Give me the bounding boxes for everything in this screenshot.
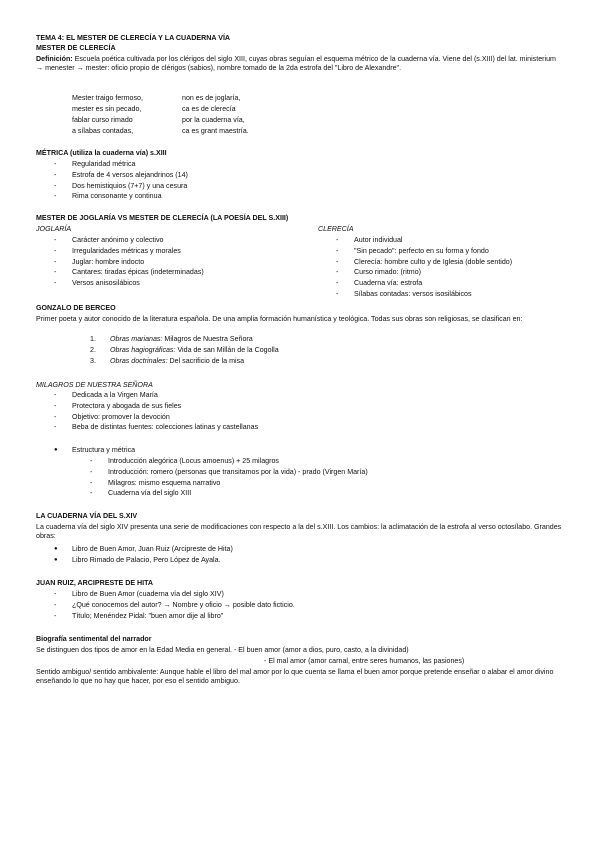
list-item: - Autor individual — [318, 236, 564, 247]
definition-label: Definición: — [36, 55, 73, 63]
section-heading-milagros: MILAGROS DE NUESTRA SEÑORA — [36, 381, 153, 389]
list-item: ● Libro Rimado de Palacio, Pero López de Ayala. — [36, 556, 564, 567]
list-item: - Juglar: hombre indocto — [36, 258, 306, 269]
list-item: ● Libro de Buen Amor, Juan Ruiz (Arcipreste de Hita) — [36, 545, 564, 556]
list-item: - "Sin pecado": perfecto en su forma y fondo — [318, 247, 564, 258]
list-item: - Carácter anónimo y colectivo — [36, 236, 306, 247]
section-heading-cuaderna: LA CUADERNA VÍA DEL S.XIV — [36, 512, 138, 520]
structure-sublist — [36, 457, 564, 500]
document-title: TEMA 4: EL MESTER DE CLERECÍA Y LA CUADERNA VÍA — [36, 34, 231, 42]
list-item: - Curso rimado: (ritmo) — [318, 268, 564, 279]
list-item: - Milagros: mismo esquema narrativo — [36, 479, 564, 490]
section-heading-mester-clerecia: MESTER DE CLERECÍA — [36, 44, 116, 52]
bio-line-1: Se distinguen dos tipos de amor en la Edad Media en general. - El buen amor (amor a dios, puro, casto, a la divinidad) — [36, 646, 409, 654]
list-item: - Beba de distintas fuentes: colecciones latinas y castellanas — [36, 423, 564, 434]
list-item: - Dedicada a la Virgen María — [36, 391, 564, 402]
bio-paragraph: Sentido ambiguo/ sentido ambivalente: Aunque hable el libro del mal amor por lo que cuenta se llama el buen amor porque pretende enseñar o alabar el amor divino enseñando lo que no hay que hacer, por eso el sentido ambiguo. — [36, 668, 554, 685]
list-item: 1. Obras marianas: Milagros de Nuestra Señora — [90, 335, 253, 343]
definition-text: Escuela poética cultivada por los clérigos del siglo XIII, cuyas obras seguían el esquema métrico de la cuaderna vía. Viene del (s.XIII) del lat. ministerium → menester → mester: oficio propio de clérigos (sabios), nombre tomado de la 2da estrofa del "Libro de Alexandre". — [36, 55, 556, 72]
verse-quote — [72, 94, 249, 138]
list-item: - Rima consonante y continua — [36, 192, 564, 203]
list-item: - ¿Qué conocemos del autor? → Nombre y oficio → posible dato ficticio. — [36, 601, 564, 612]
list-item: - Cuaderna vía del siglo XIII — [36, 489, 564, 500]
verse-line: Mester traigo fermoso, non es de joglaría, — [72, 94, 241, 102]
section-heading-metrica: MÉTRICA (utiliza la cuaderna vía) s.XIII — [36, 149, 167, 157]
list-item: 3. Obras doctrinales: Del sacrificio de la misa — [90, 357, 245, 365]
milagros-list — [36, 391, 564, 434]
verse-line: fablar curso rimado por la cuaderna vía, — [72, 116, 245, 124]
list-item: - Estrofa de 4 versos alejandrinos (14) — [36, 171, 564, 182]
list-item: - Introducción alegórica (Locus amoenus) + 25 milagros — [36, 457, 564, 468]
section-heading-versus: MESTER DE JOGLARÍA VS MESTER DE CLERECÍA (LA POESÍA DEL S.XIII) — [36, 214, 289, 222]
section-heading-bio: Biografía sentimental del narrador — [36, 635, 152, 643]
list-item: - Título; Menéndez Pidal: "buen amor dije al libro" — [36, 612, 564, 623]
list-item: 2. Obras hagiográficas: Vida de san Millán de la Cogolla — [90, 346, 279, 354]
list-item: - Versos anisosilábicos — [36, 279, 306, 290]
list-item: - Dos hemistiquios (7+7) y una cesura — [36, 182, 564, 193]
metrica-list — [36, 160, 564, 203]
berceo-works-list — [36, 335, 564, 368]
list-item: - Protectora y abogada de sus fieles — [36, 402, 564, 413]
list-item: ● Estructura y métrica — [36, 446, 564, 457]
list-item: - Clerecía: hombre culto y de Iglesia (doble sentido) — [318, 258, 564, 269]
verse-line: mester es sin pecado, ca es de clerecía — [72, 105, 236, 113]
list-item: - Cantares: tiradas épicas (indeterminadas) — [36, 268, 306, 279]
definition-paragraph — [36, 55, 564, 73]
joglaria-list — [36, 236, 306, 290]
cuaderna-works-list — [36, 545, 564, 567]
section-heading-berceo: GONZALO DE BERCEO — [36, 304, 116, 312]
list-item: - Introducción: romero (personas que transitamos por la vida) - prado (Virgen María) — [36, 468, 564, 479]
joglaria-title: JOGLARÍA — [36, 225, 72, 233]
list-item: - Objetivo: promover la devoción — [36, 413, 564, 424]
clerecia-list — [318, 236, 564, 301]
list-item: - Sílabas contadas: versos isosilábicos — [318, 290, 564, 301]
ruiz-list — [36, 590, 564, 622]
clerecia-title: CLERECÍA — [318, 225, 354, 233]
verse-line: a sílabas contadas, ca es grant maestría. — [72, 127, 249, 135]
bio-line-2: - El mal amor (amor carnal, entre seres humanos, las pasiones) — [264, 657, 465, 665]
cuaderna-paragraph: La cuaderna vía del siglo XIV presenta una serie de modificaciones con respecto a la del s.XIII. Los cambios: la aclimatación de la estrofa al verso octosílabo. Grandes obras: — [36, 523, 562, 540]
structure-list — [36, 446, 564, 457]
list-item: - Irregularidades métricas y morales — [36, 247, 306, 258]
list-item: - Regularidad métrica — [36, 160, 564, 171]
berceo-paragraph: Primer poeta y autor conocido de la literatura española. De una amplia formación humanística y teológica. Todas sus obras son religiosas, se clasifican en: — [36, 315, 523, 323]
list-item: - Cuaderna vía: estrofa — [318, 279, 564, 290]
list-item: - Libro de Buen Amor (cuaderna vía del siglo XIV) — [36, 590, 564, 601]
section-heading-ruiz: JUAN RUIZ, ARCIPRESTE DE HITA — [36, 579, 154, 587]
